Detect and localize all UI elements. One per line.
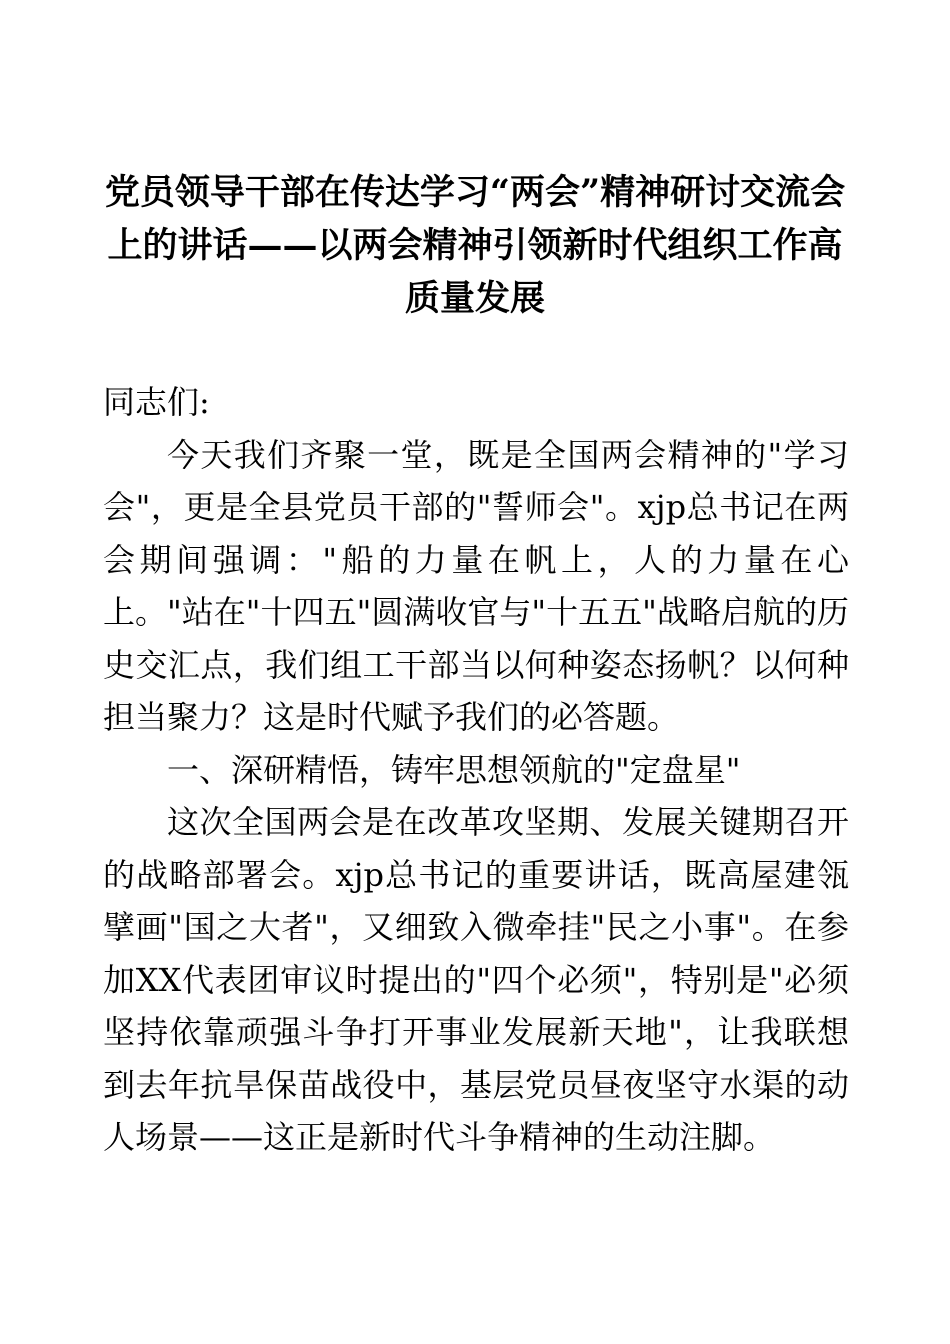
paragraph-opening: 今天我们齐聚一堂，既是全国两会精神的"学习会"，更是全县党员干部的"誓师会"。xjp总书记在两会期间强调："船的力量在帆上，人的力量在心上。"站在"十四五"圆满收官与"十五五"战略启航的历史交汇点，我们组工干部当以何种姿态扬帆？以何种担当聚力？这是时代赋予我们的必答题。 — [103, 435, 849, 736]
section-heading-1: 一、深研精悟，铸牢思想领航的"定盘星" — [167, 750, 741, 789]
salutation: 同志们: — [103, 383, 210, 421]
paragraph-section-1: 这次全国两会是在改革攻坚期、发展关键期召开的战略部署会。xjp总书记的重要讲话，既高屋建瓴擘画"国之大者"，又细致入微牵挂"民之小事"。在参加XX代表团审议时提出的"四个必须"，特别是"必须坚持依靠顽强斗争打开事业发展新天地"，让我联想到去年抗旱保苗战役中，基层党员昼夜坚守水渠的动人场景——这正是新时代斗争精神的生动注脚。 — [103, 803, 849, 1156]
document-title: 党员领导干部在传达学习“两会”精神研讨交流会上的讲话——以两会精神引领新时代组织工作高质量发展 — [104, 172, 846, 319]
document-body — [103, 376, 849, 1164]
